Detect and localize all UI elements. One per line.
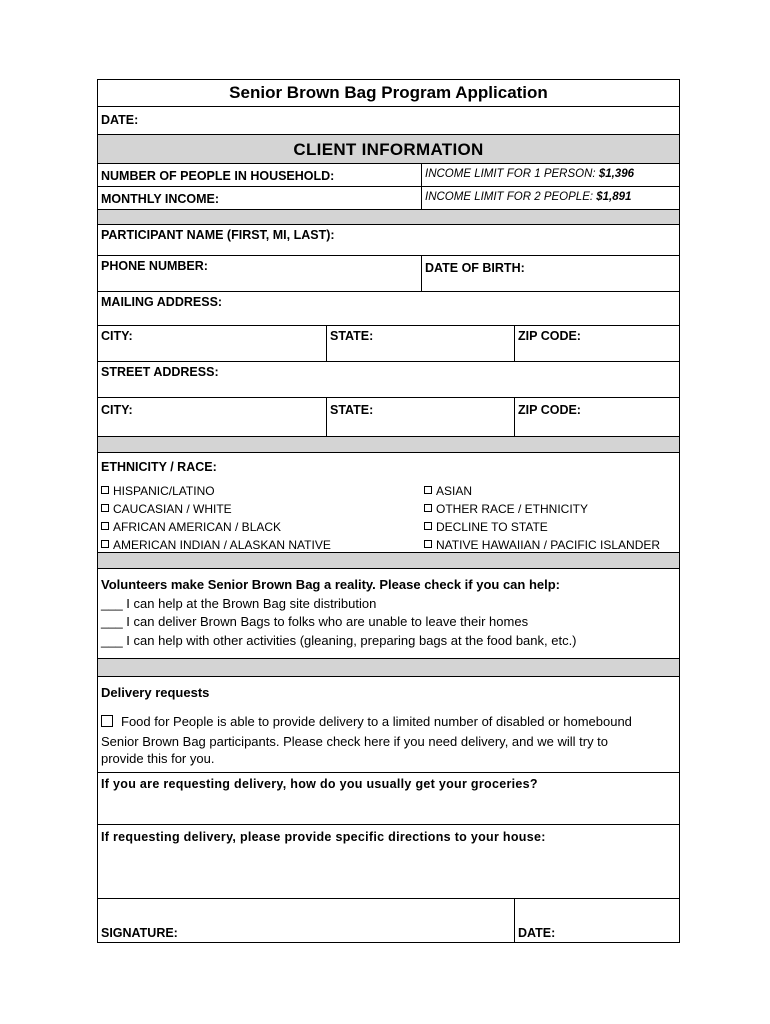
- ethnicity-option[interactable]: [424, 484, 472, 498]
- checkbox-icon[interactable]: [101, 540, 109, 548]
- income-limit-2-label: INCOME LIMIT FOR 2 PEOPLE:: [425, 191, 594, 203]
- state-field-2[interactable]: [326, 398, 514, 436]
- zip-label-2: ZIP CODE:: [518, 403, 581, 417]
- state-label: STATE:: [330, 329, 374, 343]
- signature-field[interactable]: [98, 899, 514, 943]
- delivery-text-line: Senior Brown Bag participants. Please check here if you need delivery, and we will try to: [101, 734, 609, 749]
- income-limit-1-value: $1,396: [598, 168, 634, 180]
- city-field[interactable]: [98, 326, 326, 361]
- checkbox-icon[interactable]: [424, 504, 432, 512]
- directions-row[interactable]: [98, 824, 679, 898]
- ethnicity-option-label: DECLINE TO STATE: [436, 520, 548, 534]
- application-form: [97, 79, 680, 943]
- street-city-row: [98, 397, 679, 436]
- delivery-text-line: provide this for you.: [101, 751, 215, 766]
- ethnicity-option-label: NATIVE HAWAIIAN / PACIFIC ISLANDER: [436, 538, 661, 552]
- city-label: CITY:: [101, 329, 133, 343]
- participant-name-row[interactable]: [98, 224, 679, 255]
- ethnicity-option[interactable]: [101, 484, 215, 498]
- ethnicity-option-label: AFRICAN AMERICAN / BLACK: [113, 520, 282, 534]
- ethnicity-option[interactable]: [424, 538, 660, 552]
- ethnicity-option[interactable]: [424, 520, 548, 534]
- city-label-2: CITY:: [101, 403, 133, 417]
- delivery-text-line: [101, 712, 632, 731]
- ethnicity-option[interactable]: [101, 538, 331, 552]
- date-label: DATE:: [101, 113, 139, 127]
- state-field[interactable]: [326, 326, 514, 361]
- city-field-2[interactable]: [98, 398, 326, 436]
- monthly-income-label: MONTHLY INCOME:: [101, 192, 220, 206]
- client-information-title: CLIENT INFORMATION: [293, 140, 484, 159]
- delivery-section: [98, 676, 679, 772]
- street-address-row[interactable]: [98, 361, 679, 397]
- checkbox-icon[interactable]: [424, 486, 432, 494]
- income-limit-2-note: [421, 187, 679, 209]
- monthly-income-row: [98, 186, 679, 209]
- checkbox-icon[interactable]: [424, 522, 432, 530]
- volunteer-option[interactable]: ___ I can help at the Brown Bag site distribution: [101, 596, 377, 611]
- zip-label: ZIP CODE:: [518, 329, 581, 343]
- section-divider: [98, 436, 679, 452]
- mailing-address-row[interactable]: [98, 291, 679, 325]
- ethnicity-option[interactable]: [101, 520, 281, 534]
- title-row: [98, 80, 679, 106]
- groceries-row[interactable]: [98, 772, 679, 824]
- signature-row: [98, 898, 679, 943]
- phone-label: PHONE NUMBER:: [101, 259, 208, 273]
- dob-label: DATE OF BIRTH:: [425, 261, 525, 275]
- mailing-address-label: MAILING ADDRESS:: [101, 295, 223, 309]
- signature-date-field[interactable]: [514, 899, 679, 943]
- state-label-2: STATE:: [330, 403, 374, 417]
- client-information-header: [98, 134, 679, 163]
- ethnicity-option[interactable]: [424, 502, 588, 516]
- dob-field[interactable]: [421, 256, 679, 291]
- household-field[interactable]: [98, 164, 421, 186]
- household-label: NUMBER OF PEOPLE IN HOUSEHOLD:: [101, 169, 335, 183]
- ethnicity-option-label: AMERICAN INDIAN / ALASKAN NATIVE: [113, 538, 331, 552]
- date-row[interactable]: [98, 106, 679, 134]
- volunteer-option[interactable]: ___ I can deliver Brown Bags to folks who are unable to leave their homes: [101, 614, 529, 629]
- directions-question: If requesting delivery, please provide specific directions to your house:: [101, 830, 546, 844]
- income-limit-2-value: $1,891: [596, 191, 632, 203]
- zip-field[interactable]: [514, 326, 679, 361]
- signature-date-label: DATE:: [518, 926, 556, 940]
- volunteer-option[interactable]: ___ I can help with other activities (gleaning, preparing bags at the food bank, etc.): [101, 633, 577, 648]
- zip-field-2[interactable]: [514, 398, 679, 436]
- ethnicity-option-label: OTHER RACE / ETHNICITY: [436, 502, 589, 516]
- ethnicity-option[interactable]: [101, 502, 232, 516]
- phone-dob-row: [98, 255, 679, 291]
- income-limit-1-note: [421, 164, 679, 186]
- section-divider: [98, 209, 679, 224]
- ethnicity-option-label: ASIAN: [436, 484, 473, 498]
- section-divider: [98, 658, 679, 676]
- ethnicity-option-label: HISPANIC/LATINO: [113, 484, 215, 498]
- delivery-text: Food for People is able to provide delivery to a limited number of disabled or homebound: [121, 714, 632, 729]
- volunteer-heading: Volunteers make Senior Brown Bag a reality. Please check if you can help:: [101, 577, 561, 592]
- delivery-heading: Delivery requests: [101, 685, 210, 700]
- checkbox-icon[interactable]: [101, 486, 109, 494]
- checkbox-icon[interactable]: [101, 504, 109, 512]
- delivery-checkbox[interactable]: [101, 715, 113, 727]
- section-divider: [98, 552, 679, 568]
- signature-label: SIGNATURE:: [101, 926, 178, 940]
- income-limit-1-label: INCOME LIMIT FOR 1 PERSON:: [425, 168, 596, 180]
- phone-field[interactable]: [98, 256, 421, 291]
- household-row: [98, 163, 679, 186]
- checkbox-icon[interactable]: [424, 540, 432, 548]
- street-address-label: STREET ADDRESS:: [101, 365, 219, 379]
- ethnicity-label: ETHNICITY / RACE:: [101, 460, 217, 474]
- mailing-city-row: [98, 325, 679, 361]
- monthly-income-field[interactable]: [98, 187, 421, 209]
- form-title: Senior Brown Bag Program Application: [229, 83, 548, 102]
- ethnicity-option-label: CAUCASIAN / WHITE: [113, 502, 232, 516]
- volunteer-section: [98, 568, 679, 658]
- ethnicity-section: [98, 452, 679, 552]
- checkbox-icon[interactable]: [101, 522, 109, 530]
- groceries-question: If you are requesting delivery, how do you usually get your groceries?: [101, 777, 538, 791]
- participant-name-label: PARTICIPANT NAME (FIRST, MI, LAST):: [101, 228, 335, 242]
